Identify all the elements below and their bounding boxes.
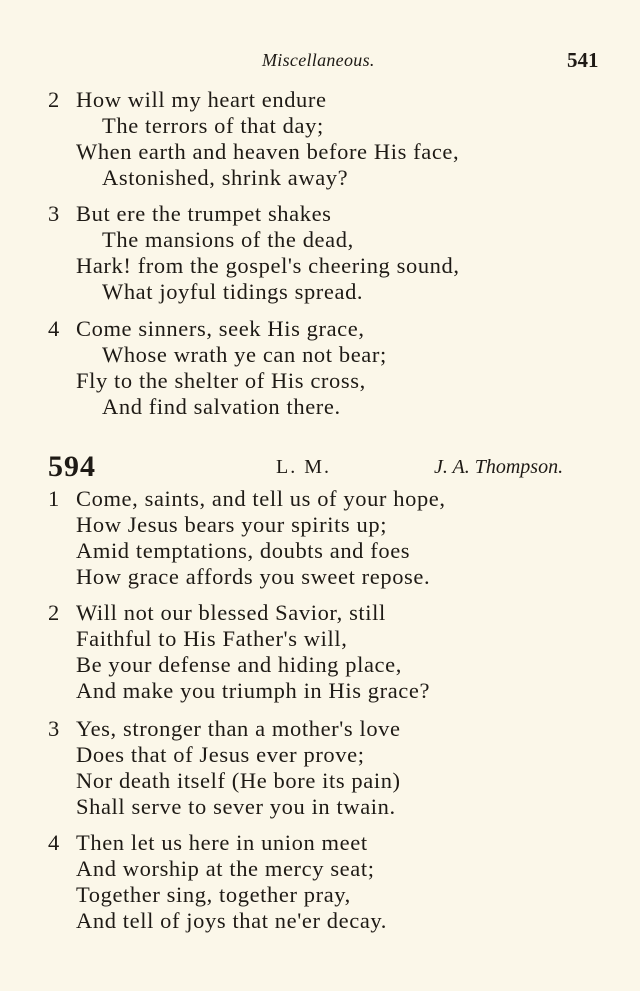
- hymn-stanza-1: [48, 486, 608, 590]
- stanza-line: 1 Come, saints, and tell us of your hope,: [48, 486, 446, 511]
- page-header: [0, 48, 640, 76]
- stanza-line: Whose wrath ye can not bear;: [102, 342, 387, 367]
- stanza-line: Amid temptations, doubts and foes: [76, 538, 411, 563]
- hymn-stanza-2: [48, 600, 608, 704]
- stanza-line: How Jesus bears your spirits up;: [76, 512, 388, 537]
- page-number: 541: [567, 48, 599, 72]
- stanza-line: Does that of Jesus ever prove;: [76, 742, 365, 767]
- stanza-line: The mansions of the dead,: [102, 227, 354, 252]
- stanza-line: And worship at the mercy seat;: [76, 856, 375, 881]
- stanza-number: 4: [48, 830, 60, 855]
- stanza-number: 2: [48, 600, 60, 625]
- stanza-line: 4 Then let us here in union meet: [48, 830, 368, 855]
- hymn-number: 594: [48, 450, 96, 483]
- hymn-stanza-4: [48, 830, 608, 934]
- stanza-line: 3 But ere the trumpet shakes: [48, 201, 332, 226]
- stanza-line: Hark! from the gospel's cheering sound,: [76, 253, 460, 278]
- previous-hymn-stanza-2: [48, 87, 608, 191]
- stanza-number: 3: [48, 716, 60, 741]
- hymn-author: J. A. Thompson.: [434, 456, 564, 478]
- previous-hymn-stanza-3: [48, 201, 608, 305]
- stanza-line: Astonished, shrink away?: [102, 165, 349, 190]
- stanza-line: Fly to the shelter of His cross,: [76, 368, 366, 393]
- stanza-line: Faithful to His Father's will,: [76, 626, 348, 651]
- stanza-line: And find salvation there.: [102, 394, 341, 419]
- stanza-number: 4: [48, 316, 60, 341]
- stanza-line: When earth and heaven before His face,: [76, 139, 460, 164]
- stanza-line: 4 Come sinners, seek His grace,: [48, 316, 365, 341]
- stanza-number: 3: [48, 201, 60, 226]
- stanza-line: Nor death itself (He bore its pain): [76, 768, 401, 793]
- hymn-heading: [0, 450, 640, 484]
- stanza-line: Together sing, together pray,: [76, 882, 351, 907]
- stanza-line: 3 Yes, stronger than a mother's love: [48, 716, 401, 741]
- hymn-stanza-3: [48, 716, 608, 820]
- hymn-meter: L. M.: [276, 456, 331, 478]
- stanza-number: 1: [48, 486, 60, 511]
- stanza-line: And make you triumph in His grace?: [76, 678, 431, 703]
- stanza-line: Be your defense and hiding place,: [76, 652, 402, 677]
- running-title: Miscellaneous.: [262, 50, 375, 70]
- stanza-line: The terrors of that day;: [102, 113, 324, 138]
- stanza-line: Shall serve to sever you in twain.: [76, 794, 396, 819]
- stanza-line: And tell of joys that ne'er decay.: [76, 908, 388, 933]
- stanza-number: 2: [48, 87, 60, 112]
- stanza-line: 2 Will not our blessed Savior, still: [48, 600, 386, 625]
- stanza-line: 2 How will my heart endure: [48, 87, 327, 112]
- previous-hymn-stanza-4: [48, 316, 608, 420]
- stanza-line: How grace affords you sweet repose.: [76, 564, 431, 589]
- stanza-line: What joyful tidings spread.: [102, 279, 364, 304]
